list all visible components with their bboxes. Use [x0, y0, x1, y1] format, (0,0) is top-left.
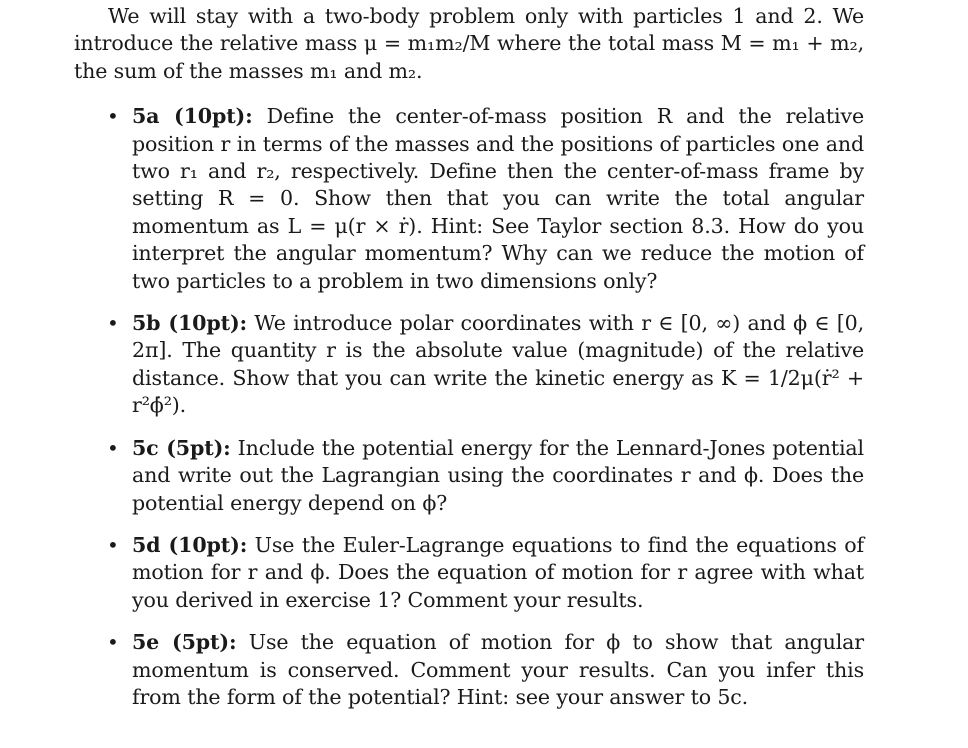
exercise-text: We introduce polar coordinates with r ∈ [0, ∞) and ϕ ∈ [0, 2π]. The quantity r is the absolute value (magnitude) of the relative distance. Show that you can write the kinetic energy as K = 1/2μ(ṙ² + r²ϕ̇²). [132, 311, 864, 418]
exercise-item-5a [74, 103, 864, 295]
exercise-text: Use the Euler-Lagrange equations to find the equations of motion for r and ϕ. Does the equation of motion for r agree with what you derived in exercise 1? Comment your results. [132, 532, 864, 612]
bullet-icon: • [107, 311, 119, 336]
exercise-item-5c [74, 435, 864, 517]
bullet-icon: • [107, 104, 119, 129]
intro-paragraph [74, 3, 864, 85]
exercise-text: Include the potential energy for the Lennard-Jones potential and write out the Lagrangian using the coordinates r and ϕ. Does the potential energy depend on ϕ? [132, 435, 864, 515]
bullet-icon: • [107, 435, 119, 460]
exercise-item-5b [74, 310, 864, 420]
exercise-text: Use the equation of motion for ϕ to show that angular momentum is conserved. Comment your results. Can you infer this from the form of the potential? Hint: see your answer to 5c. [132, 630, 864, 709]
exercise-label: 5d (10pt): [132, 532, 248, 557]
exercise-text: Define the center-of-mass position R and the relative position r in terms of the masses and the positions of particles one and two r₁ and r₂, respectively. Define then the center-of-mass frame by setting R = 0. Show then that you can write the total angular momentum as L = μ(r × ṙ). Hint: See Taylor section 8.3. How do you interpret the angular momentum? Why can we reduce the motion of two particles to a problem in two dimensions only? [132, 104, 864, 293]
exercise-item-5d [74, 532, 864, 614]
exercise-list [74, 103, 864, 711]
intro-text: We will stay with a two-body problem only with particles 1 and 2. We introduce the relative mass μ = m₁m₂/M where the total mass M = m₁ + m₂, the sum of the masses m₁ and m₂. [74, 4, 864, 83]
exercise-item-5e [74, 629, 864, 711]
exercise-label: 5c (5pt): [132, 435, 231, 460]
exercise-label: 5e (5pt): [132, 630, 237, 655]
exercise-label: 5b (10pt): [132, 311, 248, 336]
exercise-label: 5a (10pt): [132, 104, 253, 129]
bullet-icon: • [107, 630, 119, 655]
bullet-icon: • [107, 532, 119, 557]
document-page [74, 3, 864, 711]
